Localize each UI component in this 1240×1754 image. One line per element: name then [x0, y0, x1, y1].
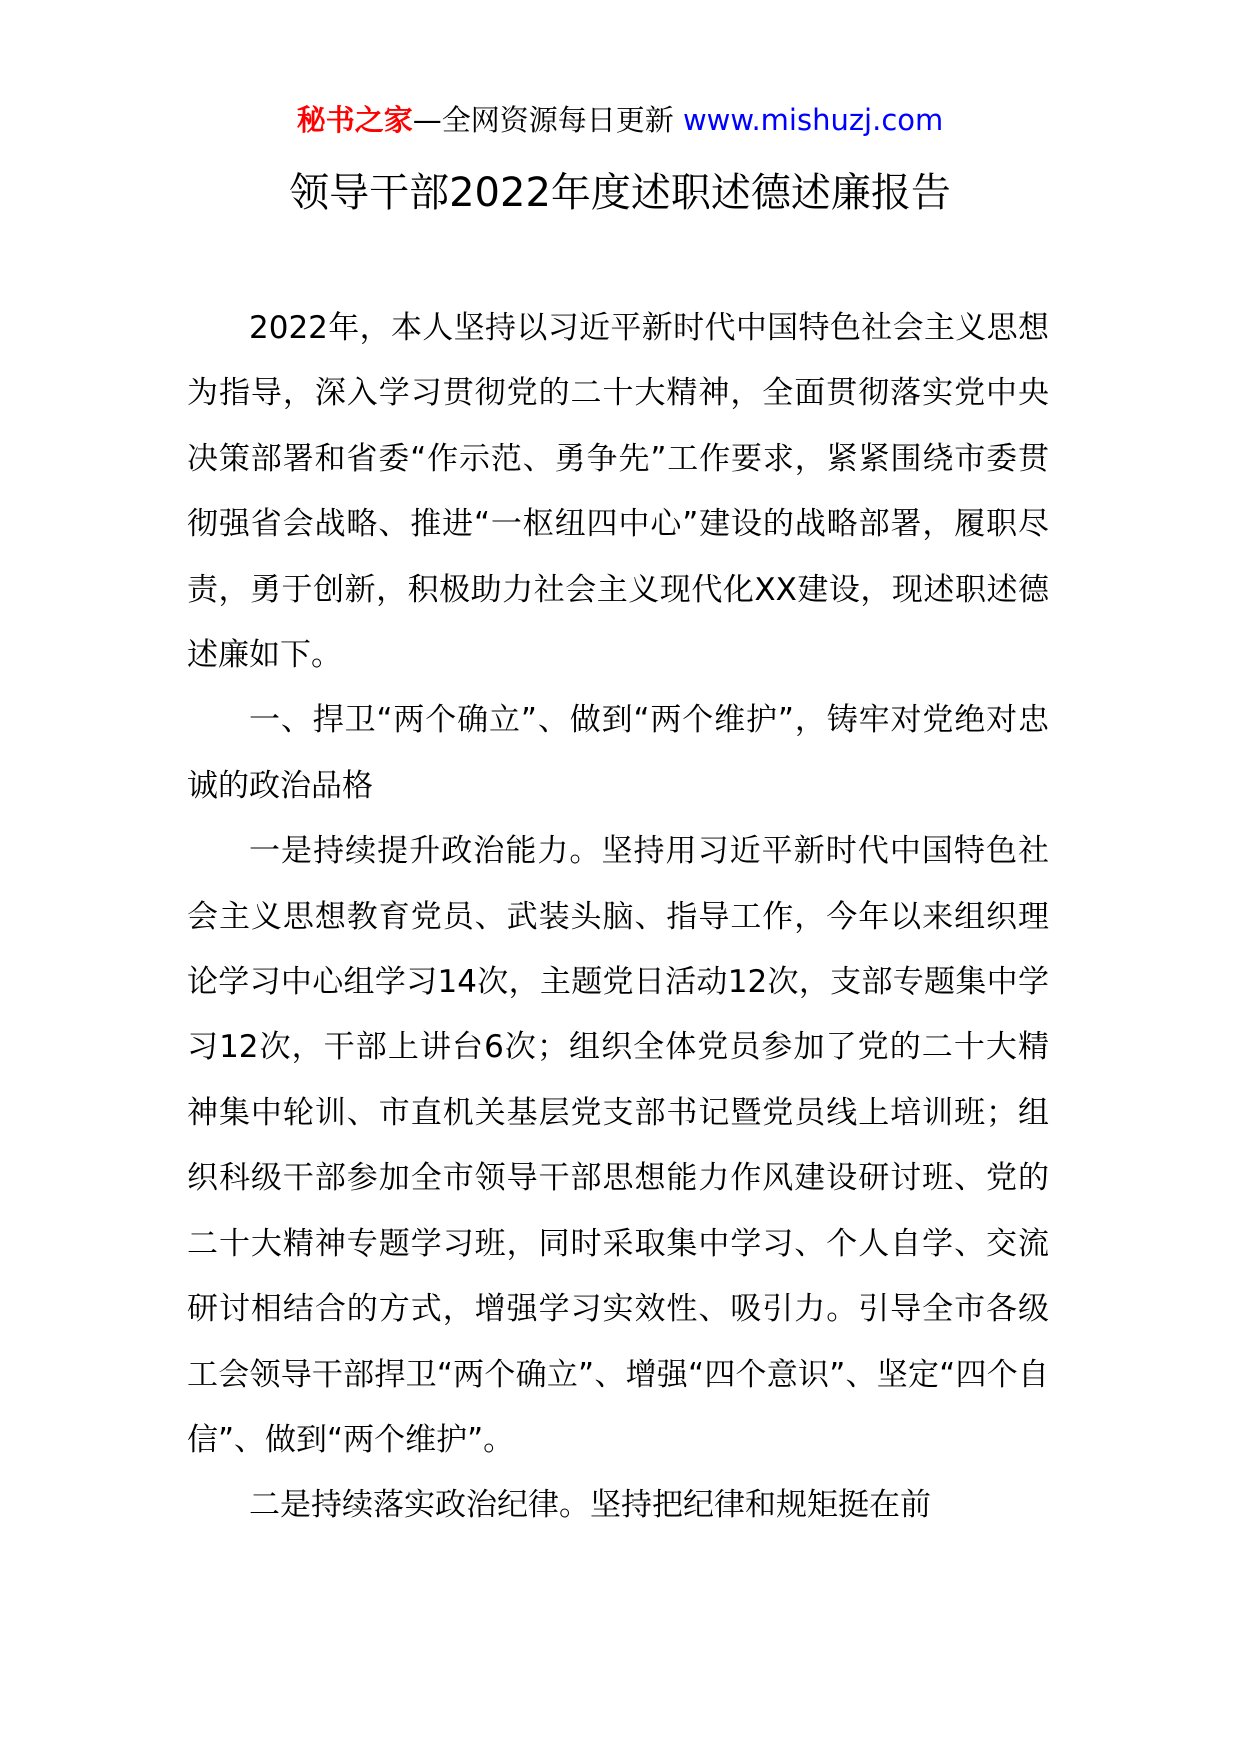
section-heading-1: 一、捍卫“两个确立”、做到“两个维护”，铸牢对党绝对忠诚的政治品格 — [187, 702, 1049, 804]
paragraph-intro: 2022年，本人坚持以习近平新时代中国特色社会主义思想为指导，深入学习贯彻党的二十大精神，全面贯彻落实党中央决策部署和省委“作示范、勇争先”工作要求，紧紧围绕市委贯彻强省会战略、推进“一枢纽四中心”建设的战略部署，履职尽责，勇于创新，积极助力社会主义现代化XX建设，现述职述德述廉如下。 — [187, 310, 1049, 674]
brand-name: 秘书之家 — [296, 103, 413, 137]
paragraph-political-discipline: 二是持续落实政治纪律。坚持把纪律和规矩挺在前 — [249, 1487, 931, 1524]
site-header — [0, 100, 1240, 140]
header-tagline: —全网资源每日更新 — [412, 103, 674, 137]
site-url-link[interactable]: www.mishuzj.com — [682, 103, 944, 137]
paragraph-political-ability: 一是持续提升政治能力。坚持用习近平新时代中国特色社会主义思想教育党员、武装头脑、指导工作，今年以来组织理论学习中心组学习14次，主题党日活动12次，支部专题集中学习12次，干部上讲台6次；组织全体党员参加了党的二十大精神集中轮训、市直机关基层党支部书记暨党员线上培训班；组织科级干部参加全市领导干部思想能力作风建设研讨班、党的二十大精神专题学习班，同时采取集中学习、个人自学、交流研讨相结合的方式，增强学习实效性、吸引力。引导全市各级工会领导干部捍卫“两个确立”、增强“四个意识”、坚定“四个自信”、做到“两个维护”。 — [187, 833, 1049, 1458]
document-body — [187, 296, 1049, 1539]
document-title: 领导干部2022年度述职述德述廉报告 — [289, 170, 951, 216]
